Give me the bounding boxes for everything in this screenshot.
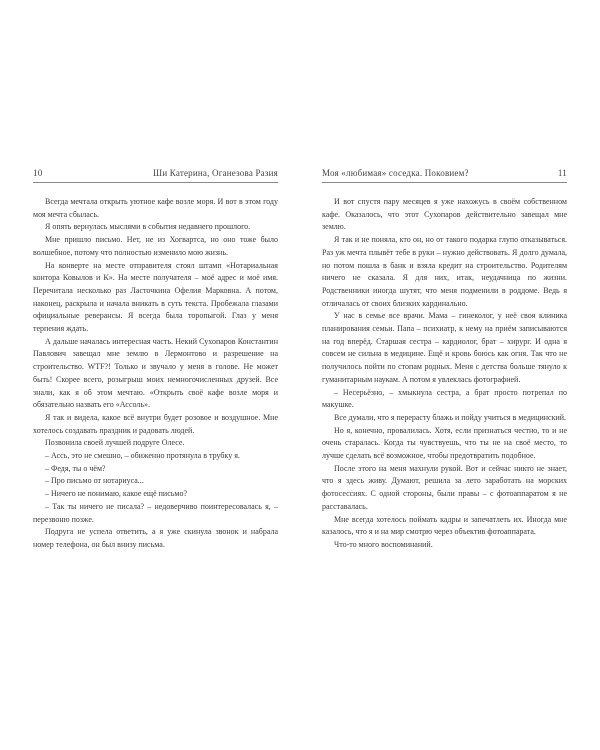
right-running-head: Моя «любимая» соседка. Поковием? bbox=[322, 168, 469, 178]
right-page-number: 11 bbox=[557, 168, 567, 178]
left-page-number: 10 bbox=[33, 168, 43, 178]
paragraph: Все думали, что я перерасту блажь и пойду учиться в медицинский. bbox=[334, 412, 567, 422]
paragraph: – Ассь, это не смешно, – обиженно протянула в трубку я. bbox=[45, 451, 240, 461]
paragraph: Я так и не поняла, кто он, но от такого подарка глупо отказываться. Раз уж мечта плывёт тебе в руки – нужно действовать. Я долго думала, но потом пошла в банк и взяла кредит на строительство. Родителям ничего не сказала. Я для них, итак, неудачница по жизни. Родственники иногда шутят, что меня подменили в роддоме. Ведь я отличалась от своих близких кардинально. bbox=[322, 235, 567, 308]
left-page-header bbox=[33, 168, 278, 183]
paragraph: – Федя, ты о чём? bbox=[45, 463, 106, 473]
left-page bbox=[33, 168, 278, 608]
paragraph: А дальше началась интересная часть. Некий Сухопаров Константин Павлович завещал мне землю в Лермонтово и разрешение на строительство. WTF?! Только и звучало у меня в голове. Не может быть! Скорее всего, розыгрыш моих немногочисленных друзей. Все знали, как я об этом мечтаю. «Открыть своё кафе возле моря и обязательно назвать его «Ассоль». bbox=[33, 336, 278, 410]
paragraph: Позвонила своей лучшей подруге Олесе. bbox=[45, 438, 185, 448]
right-page-header bbox=[322, 168, 567, 183]
paragraph: Мне пришло письмо. Нет, не из Хогвартса, но оно тоже было волшебное, потому что полностью изменило мою жизнь. bbox=[33, 235, 278, 257]
paragraph: Подруга не успела ответить, а я уже скинула звонок и набрала номер телефона, он был внизу письма. bbox=[33, 527, 278, 549]
paragraph: После этого на меня махнули рукой. Вот и сейчас никто не знает, что я здесь живу. Думают, решила за лето заработать на морских фотосессиях. С одной стороны, были правы – с фотоаппаратом я не расставалась. bbox=[322, 463, 567, 511]
paragraph: На конверте на месте отправителя стоял штамп «Нотариальная контора Ковылов и К». На месте получателя – моё адрес и моё имя. Перечитала несколько раз Ласточкина Офелия Марковна. А потом, наконец, раскрыла и начала вникать в суть текста. Пробежала глазами официальные реверансы. Я всегда была торопыгой. Глаз у меня терпения ждать. bbox=[33, 260, 278, 334]
right-page-body bbox=[322, 196, 567, 552]
left-running-head: Ши Катерина, Оганезова Разия bbox=[153, 168, 278, 178]
left-page-body bbox=[33, 196, 278, 552]
paragraph: Мне всегда хотелось поймать кадры и запечатлеть их. Иногда мне казалось, что я и на мир смотрю через объектив фотоаппарата. bbox=[322, 514, 567, 537]
paragraph: И вот спустя пару месяцев я уже нахожусь в своём собственном кафе. Оказалось, что этот Сухопаров действительно завещал мне землю. bbox=[322, 197, 567, 232]
paragraph: Что-то много воспоминаний. bbox=[334, 539, 433, 549]
paragraph: Всегда мечтала открыть уютное кафе возле моря. И вот в этом году моя мечта сбылась. bbox=[33, 197, 278, 219]
paragraph: У нас в семье все врачи. Мама – гинеколог, у неё своя клиника планирования семьи. Папа – психиатр, к нему на приём записываются на год вперёд. Старшая сестра – кардиолог, брат – хирург. И одна я совсем не сильна в медицине. Ещё и кровь боюсь как огня. Так что не получилось пойти по стопам родных. Меня с детства больше тянуло к гуманитарным наукам. А потом я увлеклась фотографией. bbox=[322, 311, 567, 384]
paragraph: – Несерьёзно, – хмыкнула сестра, а брат просто потрепал по макушке. bbox=[322, 387, 567, 410]
right-page bbox=[322, 168, 567, 608]
paragraph: – Про письмо от нотариуса... bbox=[45, 476, 144, 486]
paragraph: Я так и видела, какое всё внутри будет розовое и воздушное. Мне хотелось создавать праздник и радовать людей. bbox=[33, 412, 278, 435]
paragraph: Но я, конечно, провалилась. Хотя, если признаться честно, то и не очень старалась. Когда ты чувствуешь, что ты не на своё место, то лучше сделать всё возможное, чтобы предотвратить подобное. bbox=[322, 425, 567, 461]
paragraph: Я опять вернулась мыслями в события недавнего прошлого. bbox=[45, 222, 251, 232]
paragraph: – Так ты ничего не писала? – недоверчиво поинтересовалась я, – перезвоню позже. bbox=[33, 501, 278, 524]
paragraph: – Ничего не понимаю, какое ещё письмо? bbox=[45, 489, 188, 499]
